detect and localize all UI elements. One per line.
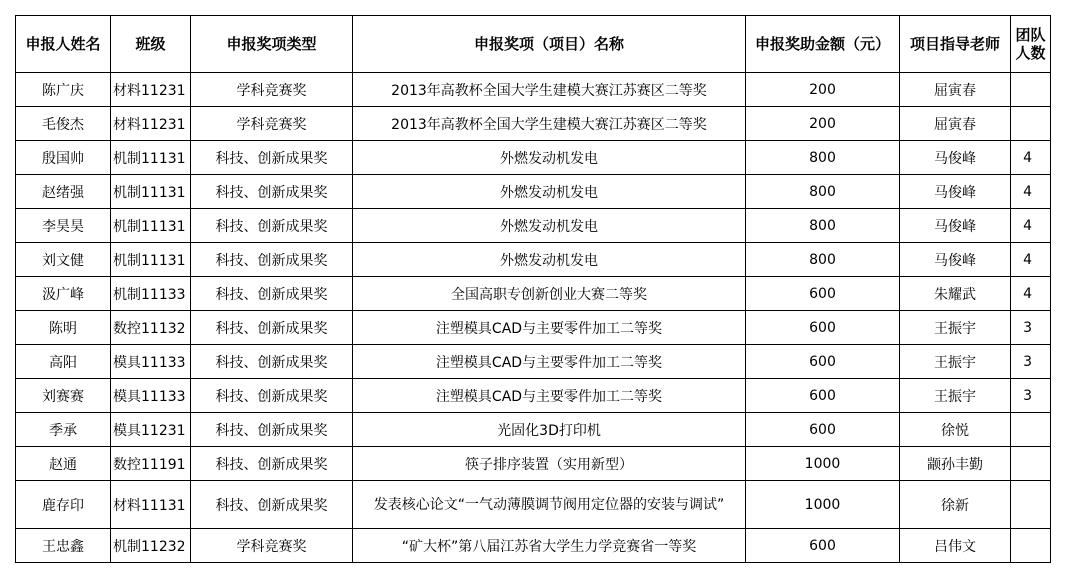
cell-class: 机制11131 bbox=[111, 141, 191, 175]
table-row bbox=[16, 413, 1051, 447]
cell-advisor: 屈寅春 bbox=[900, 73, 1011, 107]
cell-award-name: 发表核心论文“一气动薄膜调节阀用定位器的安装与调试” bbox=[353, 481, 746, 529]
cell-award-type: 科技、创新成果奖 bbox=[191, 413, 353, 447]
cell-class: 材料11131 bbox=[111, 481, 191, 529]
cell-class: 材料11231 bbox=[111, 107, 191, 141]
cell-class: 机制11232 bbox=[111, 529, 191, 563]
table-row bbox=[16, 277, 1051, 311]
cell-applicant-name: 赵绪强 bbox=[16, 175, 111, 209]
cell-amount: 600 bbox=[746, 311, 900, 345]
cell-amount: 800 bbox=[746, 243, 900, 277]
cell-team-size: 4 bbox=[1011, 243, 1051, 277]
cell-amount: 600 bbox=[746, 345, 900, 379]
table-row bbox=[16, 141, 1051, 175]
cell-amount: 800 bbox=[746, 175, 900, 209]
cell-award-name: 2013年高教杯全国大学生建模大赛江苏赛区二等奖 bbox=[353, 107, 746, 141]
header-team-size: 团队人数 bbox=[1011, 16, 1051, 73]
cell-advisor: 马俊峰 bbox=[900, 175, 1011, 209]
cell-award-name: 2013年高教杯全国大学生建模大赛江苏赛区二等奖 bbox=[353, 73, 746, 107]
cell-award-type: 科技、创新成果奖 bbox=[191, 209, 353, 243]
cell-class: 机制11131 bbox=[111, 243, 191, 277]
cell-team-size: 3 bbox=[1011, 345, 1051, 379]
cell-award-name: 筷子排序装置（实用新型） bbox=[353, 447, 746, 481]
header-row bbox=[16, 16, 1051, 73]
cell-amount: 600 bbox=[746, 529, 900, 563]
cell-class: 机制11131 bbox=[111, 175, 191, 209]
cell-amount: 1000 bbox=[746, 481, 900, 529]
cell-award-name: 外燃发动机发电 bbox=[353, 175, 746, 209]
table-row bbox=[16, 481, 1051, 529]
cell-award-type: 科技、创新成果奖 bbox=[191, 311, 353, 345]
cell-award-type: 学科竞赛奖 bbox=[191, 73, 353, 107]
cell-class: 机制11133 bbox=[111, 277, 191, 311]
cell-team-size bbox=[1011, 73, 1051, 107]
cell-team-size: 3 bbox=[1011, 379, 1051, 413]
cell-award-type: 科技、创新成果奖 bbox=[191, 447, 353, 481]
table-row bbox=[16, 209, 1051, 243]
cell-amount: 600 bbox=[746, 413, 900, 447]
table-row bbox=[16, 311, 1051, 345]
cell-award-name: 光固化3D打印机 bbox=[353, 413, 746, 447]
cell-applicant-name: 刘文健 bbox=[16, 243, 111, 277]
cell-advisor: 马俊峰 bbox=[900, 243, 1011, 277]
table-row bbox=[16, 379, 1051, 413]
cell-award-name: 外燃发动机发电 bbox=[353, 243, 746, 277]
table-row bbox=[16, 243, 1051, 277]
cell-advisor: 朱耀武 bbox=[900, 277, 1011, 311]
table-row bbox=[16, 447, 1051, 481]
cell-advisor: 马俊峰 bbox=[900, 141, 1011, 175]
cell-award-type: 科技、创新成果奖 bbox=[191, 243, 353, 277]
cell-class: 机制11131 bbox=[111, 209, 191, 243]
header-advisor: 项目指导老师 bbox=[900, 16, 1011, 73]
cell-class: 数控11191 bbox=[111, 447, 191, 481]
cell-award-type: 科技、创新成果奖 bbox=[191, 379, 353, 413]
cell-applicant-name: 陈广庆 bbox=[16, 73, 111, 107]
cell-applicant-name: 汲广峰 bbox=[16, 277, 111, 311]
cell-amount: 800 bbox=[746, 141, 900, 175]
cell-advisor: 吕伟文 bbox=[900, 529, 1011, 563]
cell-class: 模具11133 bbox=[111, 345, 191, 379]
table-row bbox=[16, 345, 1051, 379]
cell-award-type: 科技、创新成果奖 bbox=[191, 175, 353, 209]
cell-applicant-name: 殷国帅 bbox=[16, 141, 111, 175]
cell-award-name: 外燃发动机发电 bbox=[353, 141, 746, 175]
cell-team-size bbox=[1011, 413, 1051, 447]
header-applicant-name: 申报人姓名 bbox=[16, 16, 111, 73]
cell-award-type: 学科竞赛奖 bbox=[191, 529, 353, 563]
cell-amount: 200 bbox=[746, 73, 900, 107]
cell-award-name: 注塑模具CAD与主要零件加工二等奖 bbox=[353, 345, 746, 379]
cell-team-size: 4 bbox=[1011, 141, 1051, 175]
cell-award-name: 外燃发动机发电 bbox=[353, 209, 746, 243]
cell-team-size: 4 bbox=[1011, 277, 1051, 311]
cell-applicant-name: 毛俊杰 bbox=[16, 107, 111, 141]
cell-advisor: 徐悦 bbox=[900, 413, 1011, 447]
table-row bbox=[16, 529, 1051, 563]
header-class: 班级 bbox=[111, 16, 191, 73]
cell-award-type: 学科竞赛奖 bbox=[191, 107, 353, 141]
cell-class: 模具11133 bbox=[111, 379, 191, 413]
cell-applicant-name: 季承 bbox=[16, 413, 111, 447]
cell-amount: 600 bbox=[746, 277, 900, 311]
cell-team-size: 4 bbox=[1011, 175, 1051, 209]
award-application-table bbox=[15, 15, 1051, 563]
cell-award-name: 注塑模具CAD与主要零件加工二等奖 bbox=[353, 379, 746, 413]
cell-amount: 1000 bbox=[746, 447, 900, 481]
cell-applicant-name: 高阳 bbox=[16, 345, 111, 379]
cell-advisor: 王振宇 bbox=[900, 311, 1011, 345]
header-award-name: 申报奖项（项目）名称 bbox=[353, 16, 746, 73]
cell-award-type: 科技、创新成果奖 bbox=[191, 141, 353, 175]
cell-class: 模具11231 bbox=[111, 413, 191, 447]
cell-applicant-name: 鹿存印 bbox=[16, 481, 111, 529]
cell-team-size bbox=[1011, 107, 1051, 141]
cell-award-type: 科技、创新成果奖 bbox=[191, 345, 353, 379]
cell-advisor: 马俊峰 bbox=[900, 209, 1011, 243]
cell-team-size bbox=[1011, 447, 1051, 481]
cell-applicant-name: 李昊昊 bbox=[16, 209, 111, 243]
table-row bbox=[16, 107, 1051, 141]
cell-applicant-name: 刘赛赛 bbox=[16, 379, 111, 413]
cell-class: 材料11231 bbox=[111, 73, 191, 107]
cell-class: 数控11132 bbox=[111, 311, 191, 345]
cell-amount: 600 bbox=[746, 379, 900, 413]
cell-team-size: 3 bbox=[1011, 311, 1051, 345]
cell-amount: 800 bbox=[746, 209, 900, 243]
cell-amount: 200 bbox=[746, 107, 900, 141]
table-row bbox=[16, 175, 1051, 209]
header-amount: 申报奖助金额（元） bbox=[746, 16, 900, 73]
cell-applicant-name: 王忠鑫 bbox=[16, 529, 111, 563]
table-row bbox=[16, 73, 1051, 107]
cell-advisor: 屈寅春 bbox=[900, 107, 1011, 141]
cell-award-type: 科技、创新成果奖 bbox=[191, 481, 353, 529]
cell-applicant-name: 陈明 bbox=[16, 311, 111, 345]
cell-award-name: “矿大杯”第八届江苏省大学生力学竞赛省一等奖 bbox=[353, 529, 746, 563]
cell-advisor: 王振宇 bbox=[900, 379, 1011, 413]
cell-award-name: 注塑模具CAD与主要零件加工二等奖 bbox=[353, 311, 746, 345]
cell-team-size: 4 bbox=[1011, 209, 1051, 243]
cell-advisor: 王振宇 bbox=[900, 345, 1011, 379]
cell-advisor: 颛孙丰勤 bbox=[900, 447, 1011, 481]
cell-team-size bbox=[1011, 481, 1051, 529]
cell-team-size bbox=[1011, 529, 1051, 563]
cell-award-type: 科技、创新成果奖 bbox=[191, 277, 353, 311]
cell-award-name: 全国高职专创新创业大赛二等奖 bbox=[353, 277, 746, 311]
header-award-type: 申报奖项类型 bbox=[191, 16, 353, 73]
cell-applicant-name: 赵通 bbox=[16, 447, 111, 481]
cell-advisor: 徐新 bbox=[900, 481, 1011, 529]
